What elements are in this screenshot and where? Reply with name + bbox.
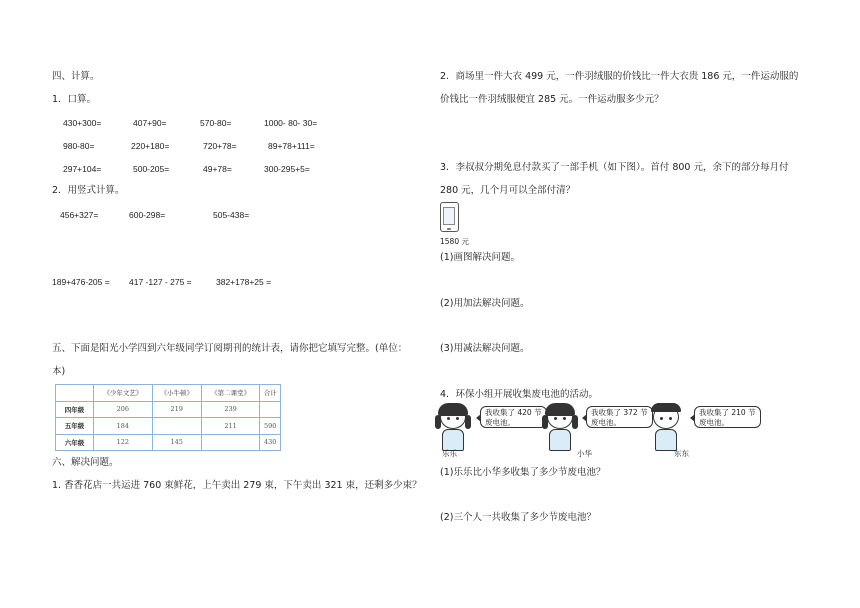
kid-name: 小华 <box>577 449 592 458</box>
vertical-item: 505-438= <box>213 210 250 220</box>
oral-item: 570-80= <box>200 118 232 128</box>
vertical-item: 382+178+25 = <box>216 277 272 287</box>
row-header: 五年级 <box>56 418 94 435</box>
table-cell <box>260 401 281 418</box>
bubble-text: 我收集了 420 节 <box>485 408 542 417</box>
table-cell: 122 <box>94 434 153 451</box>
oral-item: 500-205= <box>133 164 170 174</box>
table-header-cell: 《小牛顿》 <box>152 385 201 402</box>
section4-title: 四、计算。 <box>52 71 100 82</box>
table-cell <box>201 434 260 451</box>
subscription-table <box>55 384 281 451</box>
table-row <box>56 418 281 435</box>
vertical-item: 189+476-205 = <box>52 277 110 287</box>
problem-2-line1: 2．商场里一件大衣 499 元，一件羽绒服的价钱比一件大衣贵 186 元，一件运动服的 <box>440 71 799 82</box>
table-cell: 184 <box>94 418 153 435</box>
table-row <box>56 434 281 451</box>
problem-3-line1: 3．李叔叔分期免息付款买了一部手机（如下图）。首付 800 元，余下的部分每月付 <box>440 162 789 173</box>
oral-item: 220+180= <box>131 141 170 151</box>
oral-item: 1000- 80- 30= <box>264 118 318 128</box>
bubble-text: 废电池。 <box>591 417 621 427</box>
table-cell: 219 <box>152 401 201 418</box>
speech-bubble <box>694 406 761 428</box>
oral-item: 300-295+5= <box>264 164 310 174</box>
vertical-item: 456+327= <box>60 210 99 220</box>
problem-3-sub3: (3)用减法解决问题。 <box>440 343 530 354</box>
oral-item: 720+78= <box>203 141 237 151</box>
girl-illustration <box>540 405 582 455</box>
table-cell: 206 <box>94 401 153 418</box>
row-header: 四年级 <box>56 401 94 418</box>
table-cell: 145 <box>152 434 201 451</box>
oral-item: 89+78+111= <box>268 141 315 151</box>
table-cell: 239 <box>201 401 260 418</box>
table-header-cell: 《少年文艺》 <box>94 385 153 402</box>
bubble-text: 我收集了 210 节 <box>699 408 756 417</box>
oral-calc-heading: 1．口算。 <box>52 94 97 105</box>
bubble-text: 我收集了 372 节 <box>591 408 648 417</box>
problem-4-title: 4．环保小组开展收集废电池的活动。 <box>440 389 599 400</box>
oral-item: 49+78= <box>203 164 232 174</box>
problem-3-sub2: (2)用加法解决问题。 <box>440 298 530 309</box>
table-cell <box>56 385 94 402</box>
oral-item: 430+300= <box>63 118 102 128</box>
row-header: 六年级 <box>56 434 94 451</box>
kid-name: 东东 <box>674 449 689 458</box>
problem-2-line2: 价钱比一件羽绒服便宜 285 元。一件运动服多少元？ <box>440 94 664 105</box>
vertical-item: 600-298= <box>129 210 166 220</box>
table-header-row <box>56 385 281 402</box>
bubble-text: 废电池。 <box>699 417 729 427</box>
table-cell <box>152 418 201 435</box>
problem-1: 1. 香香花店一共运进 760 束鲜花，上午卖出 279 束，下午卖出 321 束，还剩多少束？ <box>52 480 422 491</box>
vertical-item: 417 -127 - 275 = <box>129 277 192 287</box>
problem-4-sub2: (2)三个人一共收集了多少节废电池？ <box>440 512 596 523</box>
speech-bubble <box>480 406 547 428</box>
vertical-calc-heading: 2．用竖式计算。 <box>52 185 125 196</box>
table-cell: 211 <box>201 418 260 435</box>
speech-bubble <box>586 406 653 428</box>
phone-icon <box>440 202 459 232</box>
oral-item: 980-80= <box>63 141 95 151</box>
kid-name: 乐乐 <box>442 449 457 458</box>
oral-item: 297+104= <box>63 164 102 174</box>
table-cell: 590 <box>260 418 281 435</box>
table-header-cell: 合计 <box>260 385 281 402</box>
problem-3-line2: 280 元，几个月可以全部付清？ <box>440 185 576 196</box>
bubble-text: 废电池。 <box>485 417 515 427</box>
problem-4-sub1: (1)乐乐比小华多收集了多少节废电池？ <box>440 467 606 478</box>
table-cell: 430 <box>260 434 281 451</box>
section5-text: 五、下面是阳光小学四到六年级同学订阅期刊的统计表，请你把它填写完整。(单位： <box>52 343 408 354</box>
table-header-cell: 《第二课堂》 <box>201 385 260 402</box>
section6-title: 六、解决问题。 <box>52 457 119 468</box>
phone-price: 1580 元 <box>440 237 469 246</box>
problem-3-sub1: (1)画图解决问题。 <box>440 252 520 263</box>
oral-item: 407+90= <box>133 118 167 128</box>
section5-text-cont: 本) <box>52 366 66 377</box>
table-row <box>56 401 281 418</box>
